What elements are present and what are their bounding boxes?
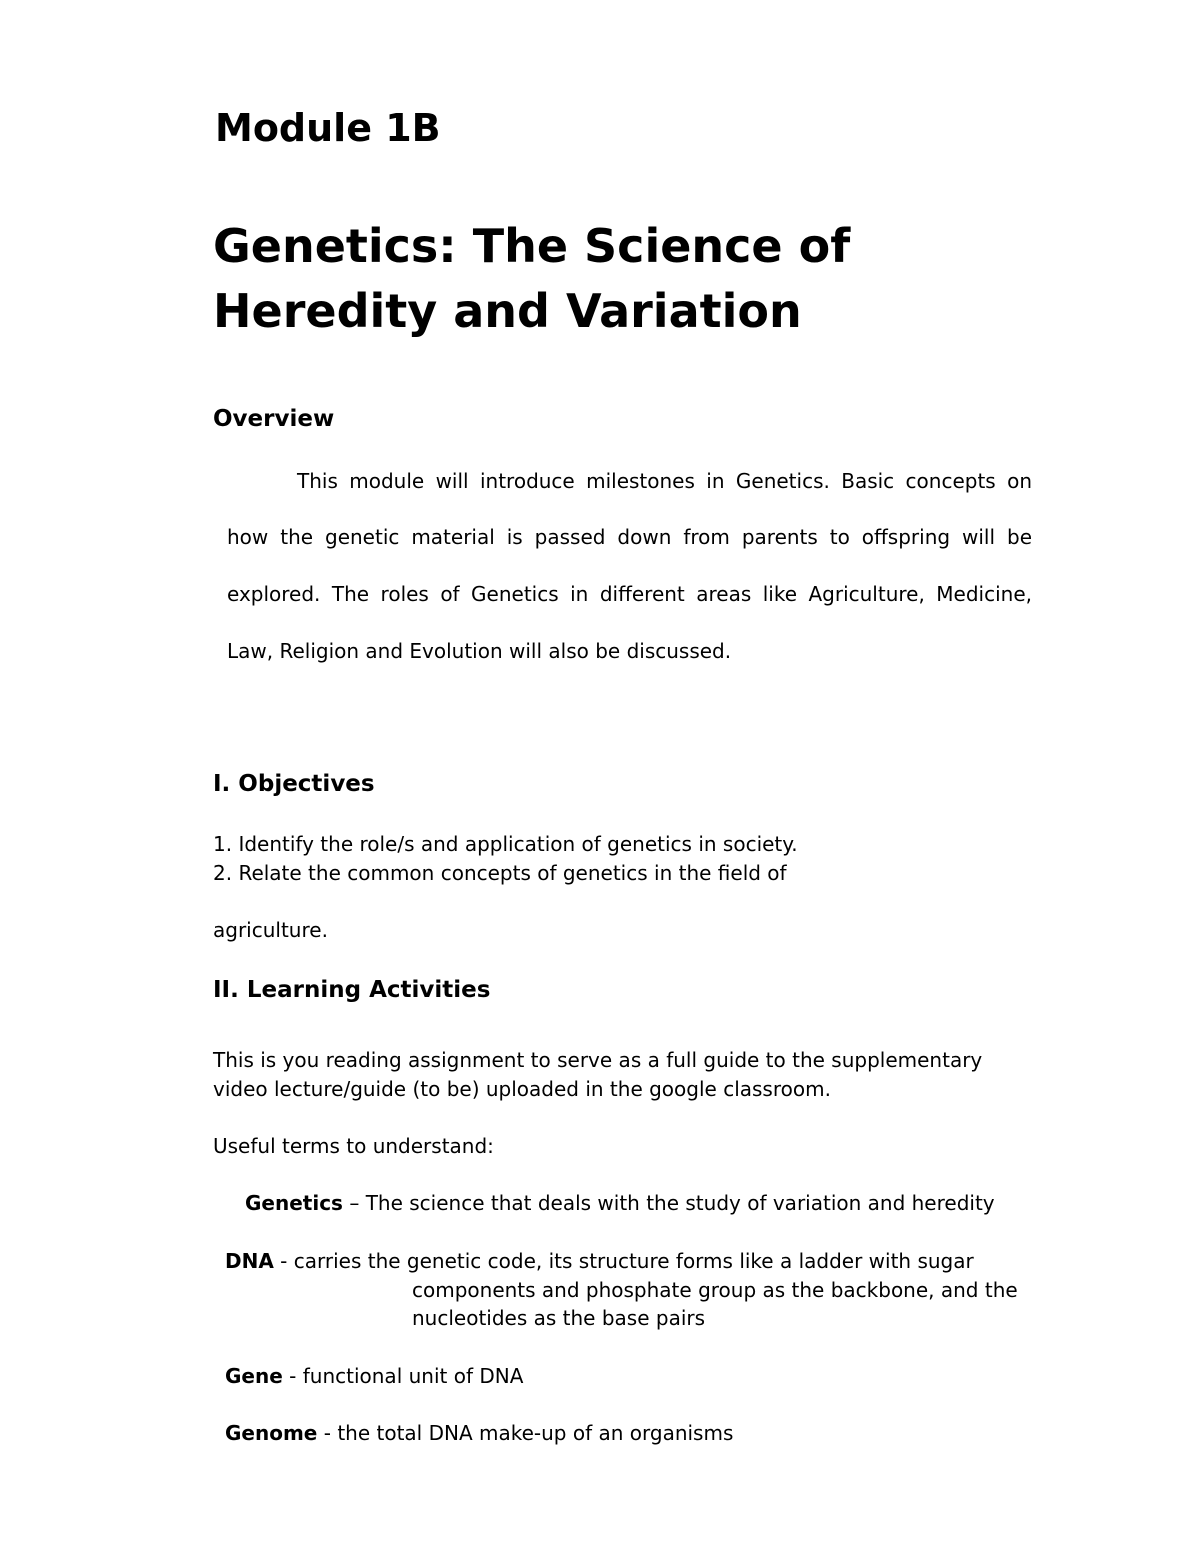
term-definition: The science that deals with the study of variation and heredity	[365, 1191, 995, 1215]
term-dna	[225, 1246, 974, 1276]
overview-line: explored. The roles of Genetics in different areas like Agriculture, Medicine,	[227, 582, 1032, 606]
overview-heading: Overview	[213, 406, 335, 432]
objective-item: agriculture.	[213, 918, 328, 942]
term-label: Genetics	[245, 1191, 343, 1215]
term-definition: carries the genetic code, its structure forms like a ladder with sugar	[293, 1249, 974, 1273]
term-definition-continued: components and phosphate group as the backbone, and the	[412, 1278, 1018, 1302]
term-genome	[225, 1418, 733, 1448]
term-definition-continued: nucleotides as the base pairs	[412, 1306, 706, 1330]
terms-intro: Useful terms to understand:	[213, 1134, 494, 1158]
term-label: Genome	[225, 1421, 318, 1445]
term-definition: functional unit of DNA	[302, 1364, 524, 1388]
objective-item: 1. Identify the role/s and application of genetics in society.	[213, 832, 798, 856]
term-label: DNA	[225, 1249, 274, 1273]
objectives-heading: I. Objectives	[213, 771, 375, 797]
term-gene	[225, 1361, 523, 1391]
objective-item: 2. Relate the common concepts of genetics in the field of	[213, 861, 787, 885]
term-separator: –	[342, 1191, 366, 1215]
term-separator: -	[282, 1364, 303, 1388]
term-label: Gene	[225, 1364, 283, 1388]
learning-activities-heading: II. Learning Activities	[213, 977, 491, 1003]
term-definition: the total DNA make-up of an organisms	[337, 1421, 734, 1445]
page-title-line-2: Heredity and Variation	[213, 284, 802, 338]
term-separator: -	[273, 1249, 294, 1273]
module-label: Module 1B	[215, 106, 441, 150]
term-separator: -	[317, 1421, 338, 1445]
learning-intro-line: This is you reading assignment to serve as a full guide to the supplementary	[213, 1048, 983, 1072]
page-title-line-1: Genetics: The Science of	[213, 219, 851, 273]
overview-line: This module will introduce milestones in Genetics. Basic concepts on	[297, 469, 1032, 493]
overview-line: how the genetic material is passed down from parents to offspring will be	[227, 525, 1032, 549]
term-genetics	[245, 1188, 995, 1218]
learning-intro-line: video lecture/guide (to be) uploaded in the google classroom.	[213, 1077, 831, 1101]
overview-line: Law, Religion and Evolution will also be discussed.	[227, 639, 732, 663]
